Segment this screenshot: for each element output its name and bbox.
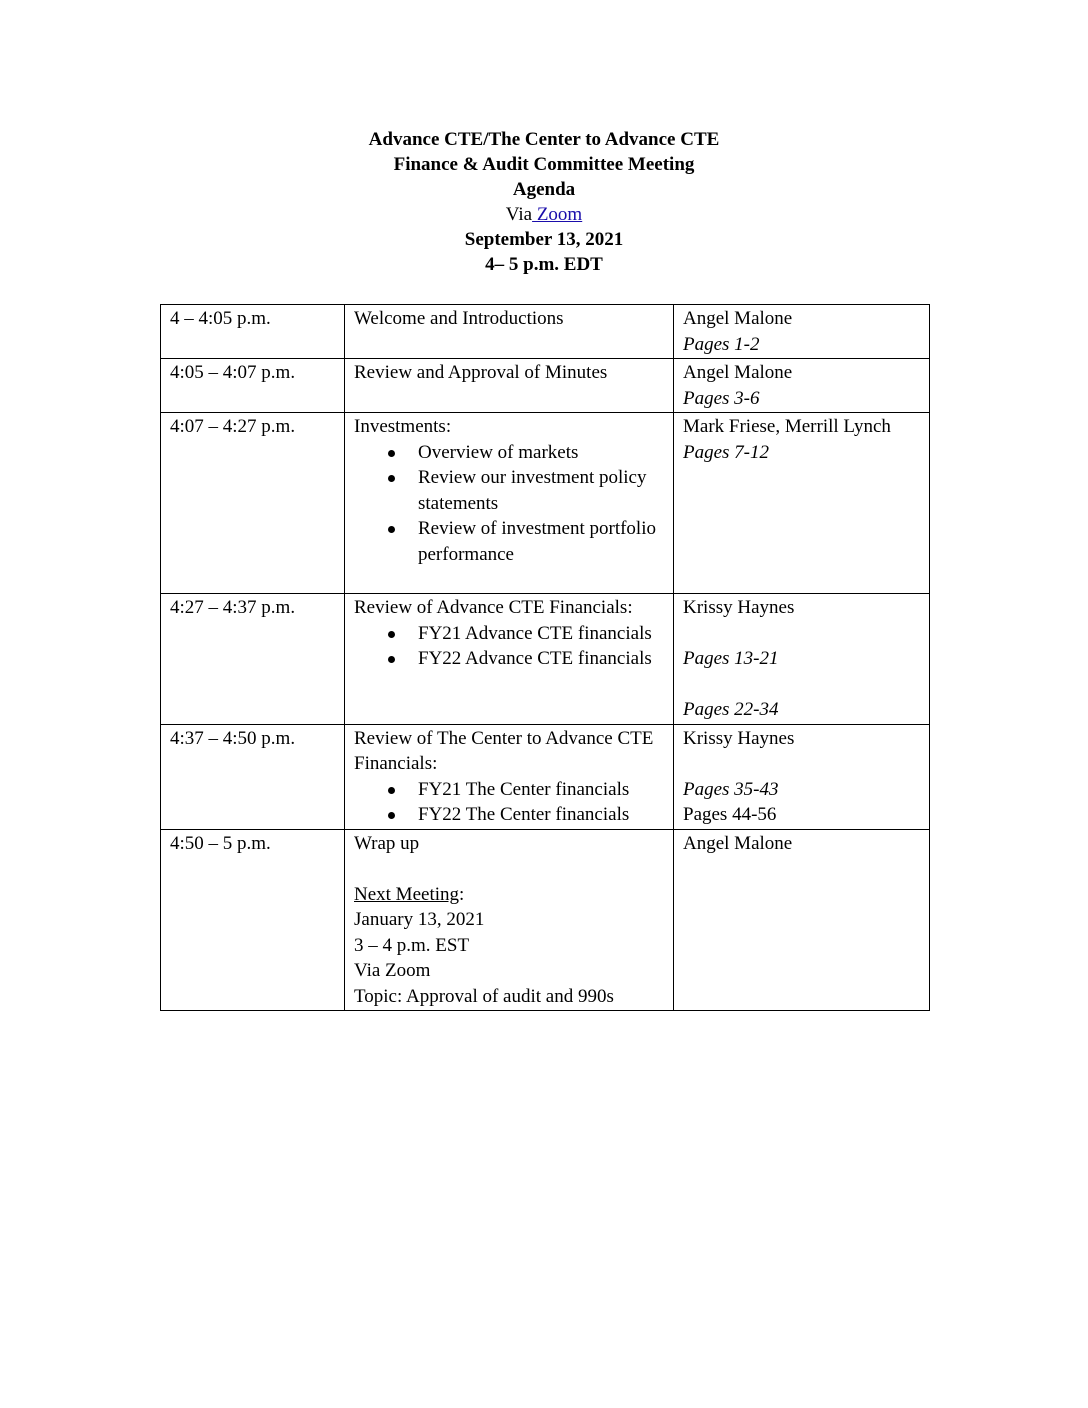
lead-cell xyxy=(674,305,930,359)
via-line xyxy=(0,202,1088,227)
topic-bullets xyxy=(354,777,665,828)
table-row xyxy=(161,724,930,829)
presenter: Angel Malone xyxy=(683,308,793,329)
agenda-header xyxy=(0,127,1088,277)
via-prefix: Via xyxy=(505,204,533,225)
next-meeting-colon: : xyxy=(459,883,465,905)
org-title: Advance CTE/The Center to Advance CTE xyxy=(368,129,720,150)
time-cell: 4:05 – 4:07 p.m. xyxy=(161,359,345,413)
lead-cell xyxy=(674,829,930,1011)
spacer xyxy=(683,751,921,777)
pages-ref: Pages 44-56 xyxy=(683,804,777,825)
presenter: Angel Malone xyxy=(683,832,793,854)
lead-cell xyxy=(674,413,930,594)
pages-ref: Pages 22-34 xyxy=(683,699,779,720)
topic-bullets xyxy=(354,440,665,568)
next-meeting-time: 3 – 4 p.m. EST xyxy=(354,934,470,956)
table-row xyxy=(161,413,930,594)
time-cell: 4:50 – 5 p.m. xyxy=(161,829,345,1011)
time-cell: 4:27 – 4:37 p.m. xyxy=(161,594,345,725)
topic-heading: Review of The Center to Advance CTE Financials: xyxy=(354,727,654,774)
lead-cell xyxy=(674,594,930,725)
zoom-link[interactable]: Zoom xyxy=(532,204,583,225)
lead-cell xyxy=(674,724,930,829)
next-meeting-date: January 13, 2021 xyxy=(354,909,485,930)
list-item: Overview of markets xyxy=(418,440,665,466)
topic-heading: Review of Advance CTE Financials: xyxy=(354,597,633,618)
pages-ref: Pages 3-6 xyxy=(683,387,760,409)
list-item: FY22 The Center financials xyxy=(418,802,665,828)
pages-ref: Pages 1-2 xyxy=(683,333,760,355)
meeting-time: 4– 5 p.m. EDT xyxy=(485,254,603,275)
next-meeting-topic: Topic: Approval of audit and 990s xyxy=(354,985,614,1007)
next-meeting-via: Via Zoom xyxy=(354,960,431,981)
table-row xyxy=(161,359,930,413)
list-item: Review our investment policy statements xyxy=(418,465,665,516)
topic-cell: Review and Approval of Minutes xyxy=(345,359,674,413)
next-meeting-line xyxy=(354,882,665,908)
pages-ref: Pages 13-21 xyxy=(683,648,779,669)
topic-cell xyxy=(345,724,674,829)
time-cell: 4:07 – 4:27 p.m. xyxy=(161,413,345,594)
spacer xyxy=(354,856,665,882)
table-row xyxy=(161,594,930,725)
time-cell: 4 – 4:05 p.m. xyxy=(161,305,345,359)
next-meeting-label: Next Meeting xyxy=(354,883,460,905)
presenter: Krissy Haynes xyxy=(683,597,795,618)
list-item: FY21 Advance CTE financials xyxy=(418,621,665,647)
list-item: FY21 The Center financials xyxy=(418,777,665,803)
topic-cell xyxy=(345,829,674,1011)
list-item: FY22 Advance CTE financials xyxy=(418,646,665,672)
pages-ref: Pages 7-12 xyxy=(683,441,770,463)
presenter: Angel Malone xyxy=(683,362,793,383)
presenter: Mark Friese, Merrill Lynch xyxy=(683,416,891,437)
time-cell: 4:37 – 4:50 p.m. xyxy=(161,724,345,829)
topic-cell xyxy=(345,413,674,594)
meeting-title: Finance & Audit Committee Meeting xyxy=(393,154,695,175)
topic-bullets xyxy=(354,621,665,672)
pages-ref: Pages 35-43 xyxy=(683,778,779,800)
presenter: Krissy Haynes xyxy=(683,727,795,749)
agenda-table xyxy=(160,304,930,1011)
spacer xyxy=(683,621,921,647)
list-item: Review of investment portfolio performance xyxy=(418,516,665,567)
topic-cell: Welcome and Introductions xyxy=(345,305,674,359)
topic-heading: Wrap up xyxy=(354,832,420,854)
topic-heading: Investments: xyxy=(354,416,452,437)
table-row xyxy=(161,305,930,359)
meeting-date: September 13, 2021 xyxy=(464,229,624,250)
spacer xyxy=(683,672,921,698)
agenda-title: Agenda xyxy=(512,179,576,200)
lead-cell xyxy=(674,359,930,413)
table-row xyxy=(161,829,930,1011)
topic-cell xyxy=(345,594,674,725)
